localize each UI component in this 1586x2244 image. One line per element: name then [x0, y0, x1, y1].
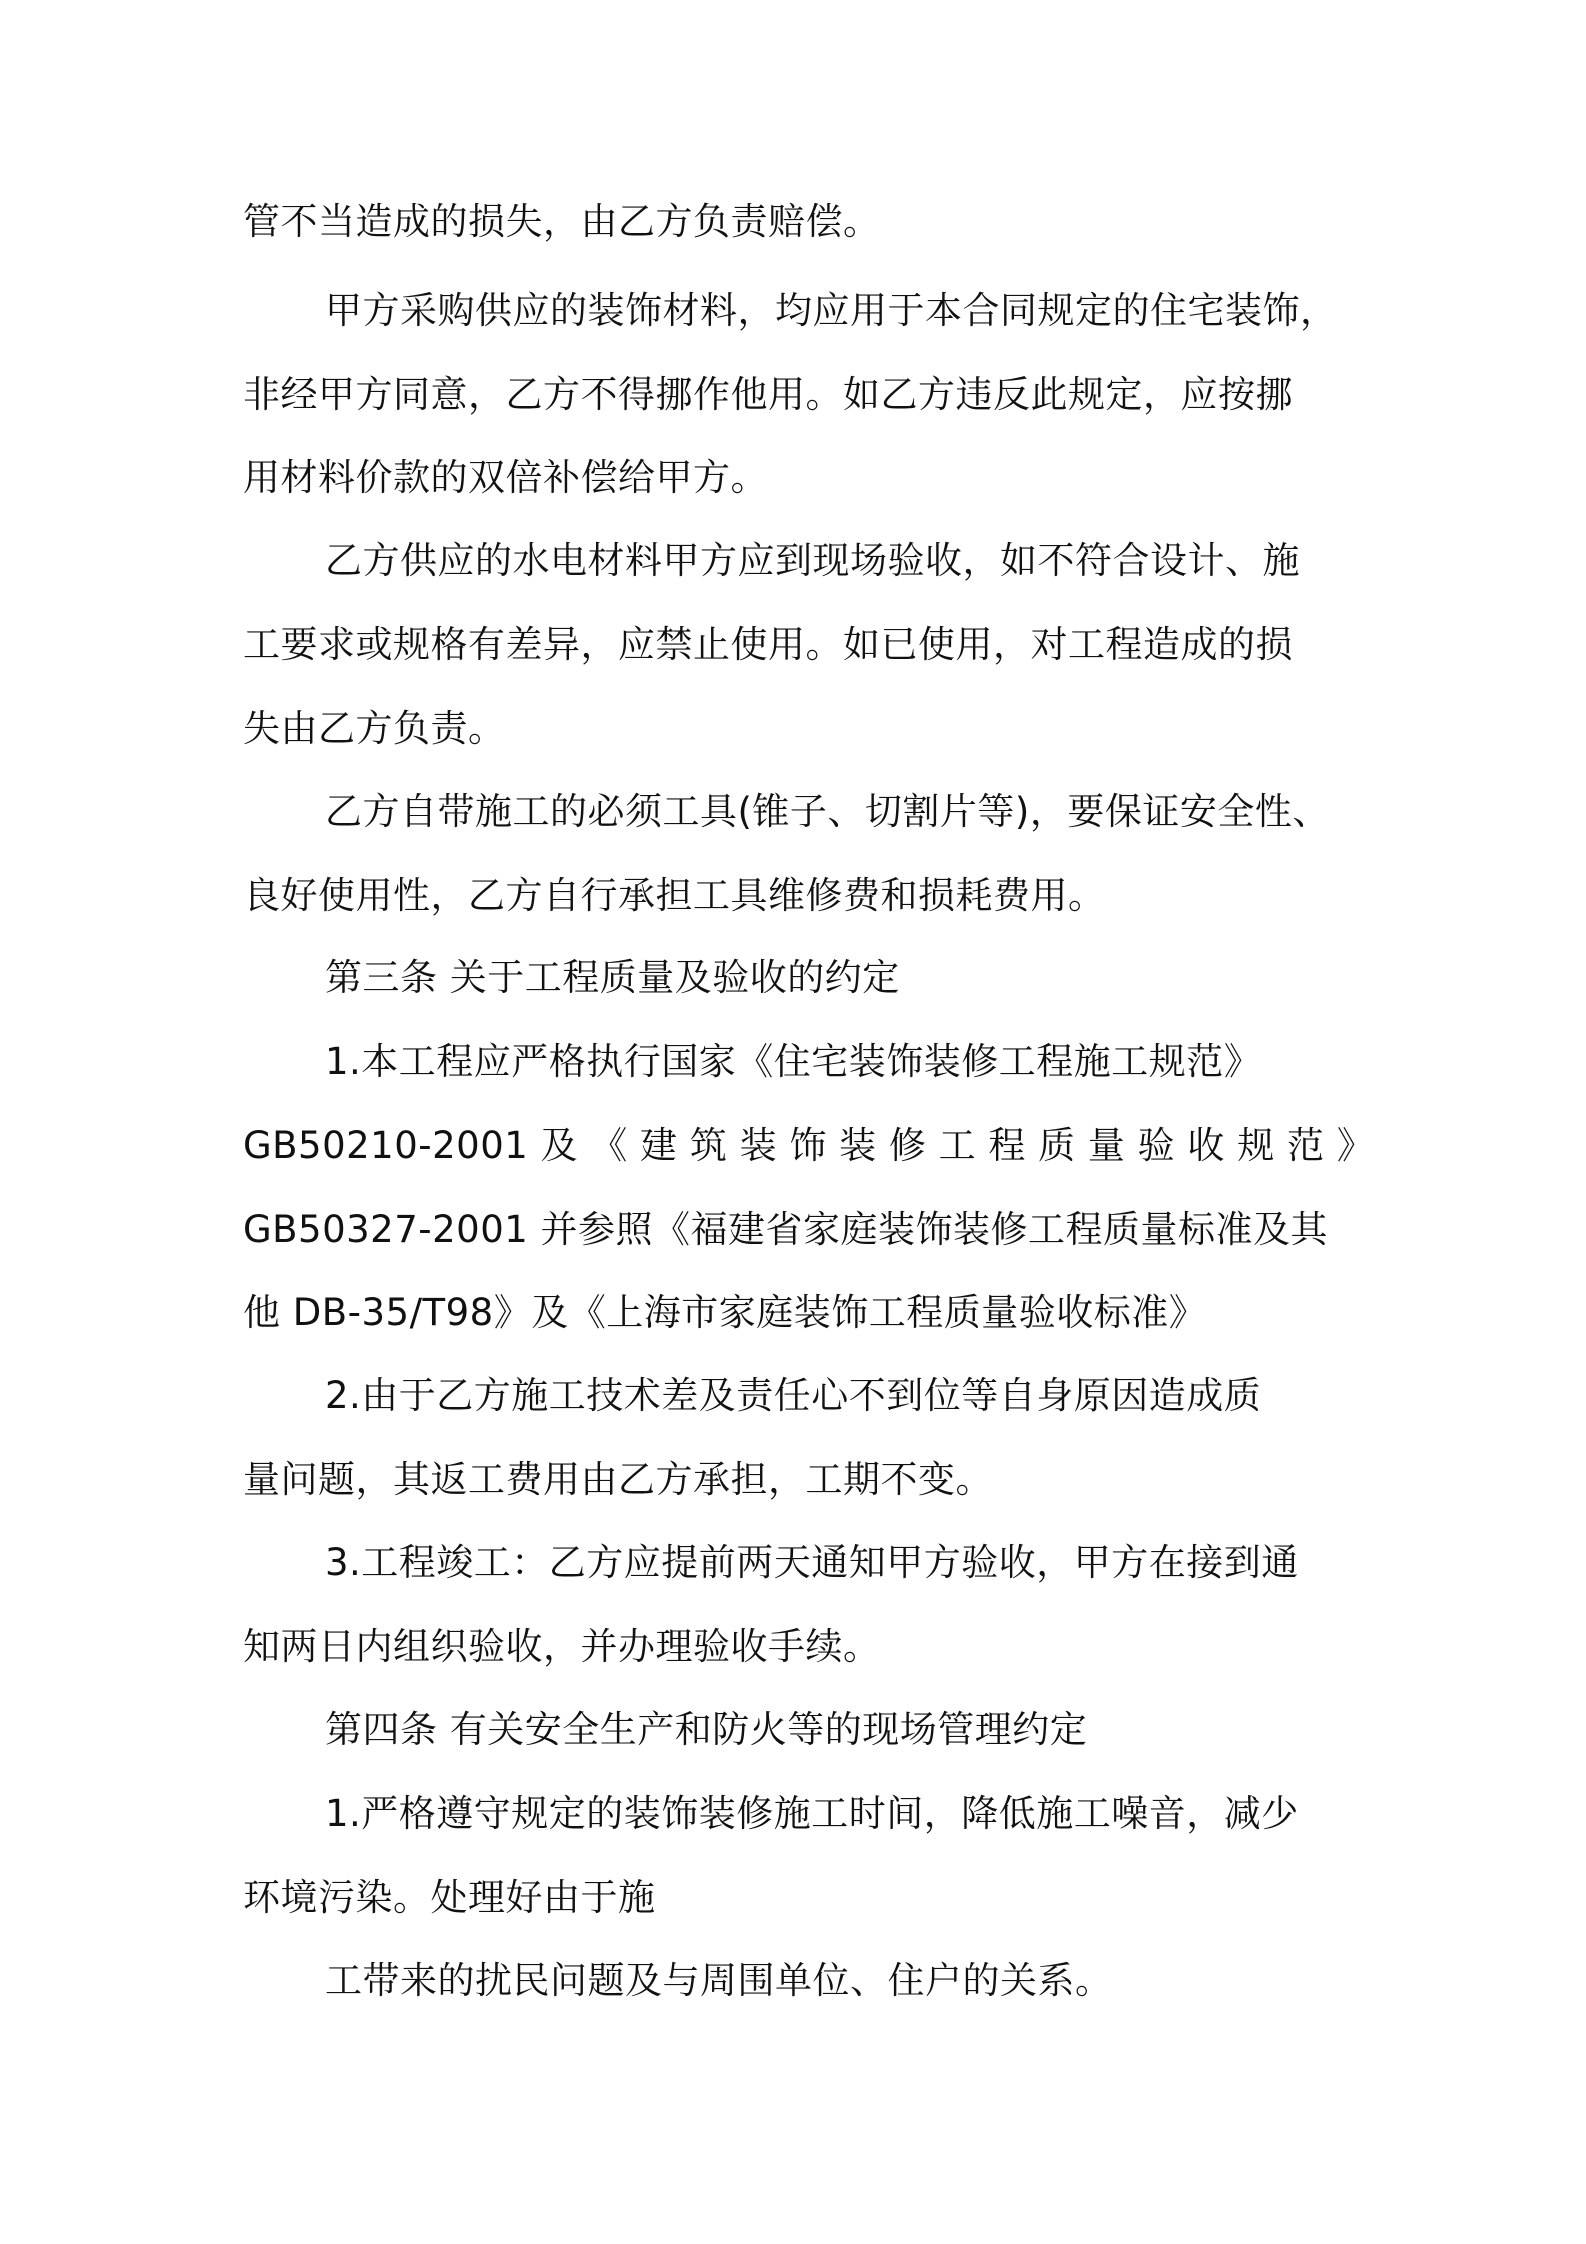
- section-heading: 第四条 有关安全生产和防火等的现场管理约定: [325, 1708, 1088, 1751]
- text-line: 甲方采购供应的装饰材料，均应用于本合同规定的住宅装饰，: [325, 289, 1338, 332]
- text-line: 失由乙方负责。: [243, 707, 506, 750]
- text-line: 良好使用性，乙方自行承担工具维修费和损耗费用。: [243, 874, 1106, 917]
- text-line: 乙方自带施工的必须工具(锥子、切割片等)，要保证安全性、: [325, 790, 1330, 833]
- text-line: 2.由于乙方施工技术差及责任心不到位等自身原因造成质: [325, 1374, 1262, 1417]
- text-line: 管不当造成的损失，由乙方负责赔偿。: [243, 200, 881, 243]
- text-line: 工带来的扰民问题及与周围单位、住户的关系。: [325, 1959, 1113, 2002]
- section-heading: 第三条 关于工程质量及验收的约定: [325, 956, 900, 999]
- text-line: 环境污染。处理好由于施: [243, 1876, 656, 1919]
- text-line: 用材料价款的双倍补偿给甲方。: [243, 456, 768, 499]
- text-line: 知两日内组织验收，并办理验收手续。: [243, 1625, 881, 1668]
- text-line: 1.本工程应严格执行国家《住宅装饰装修工程施工规范》: [325, 1040, 1262, 1083]
- text-line: 3.工程竣工：乙方应提前两天通知甲方验收，甲方在接到通: [325, 1541, 1299, 1584]
- text-line: 1.严格遵守规定的装饰装修施工时间，降低施工噪音，减少: [325, 1792, 1299, 1835]
- text-line: 他 DB-35/T98》及《上海市家庭装饰工程质量验收标准》: [243, 1291, 1207, 1334]
- text-line: 非经甲方同意，乙方不得挪作他用。如乙方违反此规定，应按挪: [243, 373, 1293, 416]
- text-line: GB50327-2001 并参照《福建省家庭装饰装修工程质量标准及其: [243, 1208, 1329, 1251]
- text-line: 量问题，其返工费用由乙方承担，工期不变。: [243, 1458, 993, 1501]
- text-line: 乙方供应的水电材料甲方应到现场验收，如不符合设计、施: [325, 539, 1300, 582]
- text-line: GB50210-2001 及 《 建 筑 装 饰 装 修 工 程 质 量 验 收 规 范 》: [243, 1124, 1375, 1167]
- text-line: 工要求或规格有差异，应禁止使用。如已使用，对工程造成的损: [243, 623, 1293, 666]
